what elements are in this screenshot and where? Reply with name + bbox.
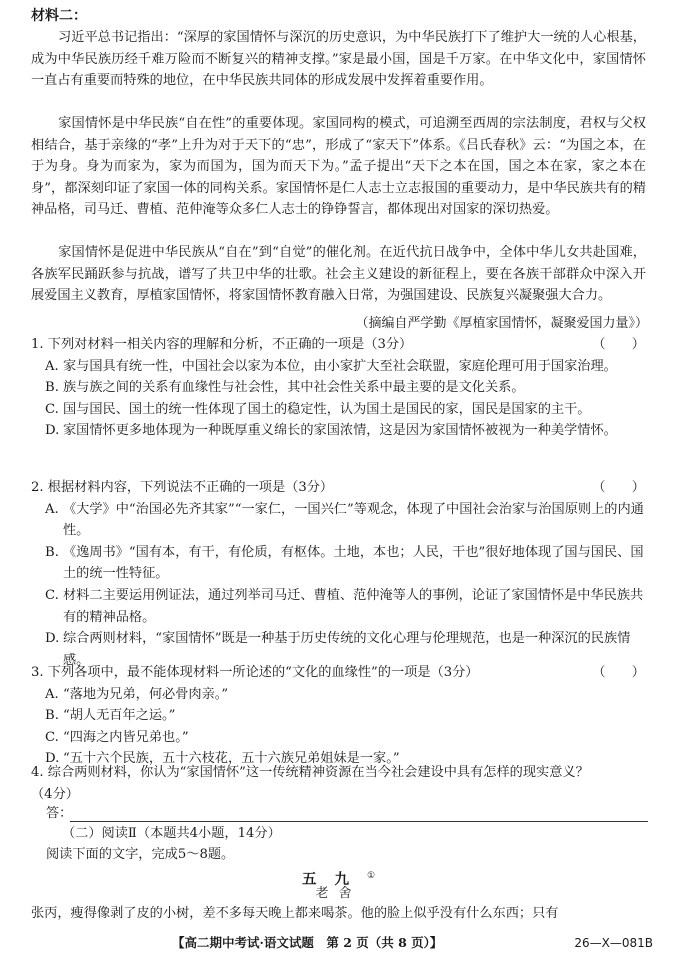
material-paragraph-3: 家国情怀是促进中华民族从“自在”到“自觉”的催化剂。在近代抗日战争中，全体中华儿女共赴国难，各族军民踊跃参与抗战，谱写了共卫中华的壮歌。社会主义建设的新征程上，要在各族干部群众中深入开展爱国主义教育，厚植家国情怀，将家国情怀教育融入日常，为强国建设、民族复兴凝聚强大合力。 [31, 245, 646, 304]
story-author: 老舍 [315, 886, 362, 901]
reading-section-header: （二）阅读Ⅱ（本题共4小题，14分） [62, 826, 281, 841]
question-2 [31, 477, 651, 671]
story-title: 五九① [301, 870, 376, 888]
reading-instruction: 阅读下面的文字，完成5～8题。 [46, 847, 235, 862]
answer-bracket: （ ） [592, 480, 645, 495]
question-4 [31, 762, 651, 805]
footnote-mark: ① [366, 871, 376, 881]
option-c: C. “四海之内皆兄弟也。” [45, 729, 189, 745]
question-3 [31, 662, 651, 770]
answer-bracket: （ ） [592, 665, 645, 680]
story-text: 张丙，瘦得像剥了皮的小树，差不多每天晚上都来喝茶。他的脸上似乎没有什么东西；只有 [31, 906, 559, 921]
material-title: 材料二： [31, 8, 87, 24]
answer-line [70, 821, 648, 822]
option-d: D. 综合两则材料，“家国情怀”既是一种基于历史传统的文化心理与伦理规范，也是一种深沉的民族情感。 [45, 631, 631, 668]
answer-area[interactable] [46, 804, 648, 824]
option-a: A. 家与国具有统一性，中国社会以家为本位，由小家扩大至社会联盟，家庭伦理可用于国家治理。 [45, 358, 617, 374]
question-stem: 1. 下列对材料一相关内容的理解和分析，不正确的一项是（3分） （ ） [31, 334, 651, 356]
question-stem: 4. 综合两则材料，你认为“家国情怀”这一传统精神资源在当今社会建设中具有怎样的现实意义？（4分） [31, 765, 589, 802]
option-a: A. “落地为兄弟，何必骨肉亲。” [45, 686, 229, 702]
answer-label: 答： [46, 806, 73, 821]
footer-page-info: 【高二期中考试·语文试题 第 2 页（共 8 页）】 [172, 935, 443, 950]
material-paragraph-2: 家国情怀是中华民族“自在性”的重要体现。家国同构的模式，可追溯至西周的宗法制度，君权与父权相结合，基于亲缘的“孝”上升为对于天下的“忠”，形成了“家天下”体系。《吕氏春秋》云：“为国之本，在于为身。身为而家为，家为而国为，国为而天下为。”孟子提出“天下之本在国，国之本在家，家之本在身”，都深刻印证了家国一体的同构关系。家国情怀是仁人志士立志报国的重要动力，是中华民族共有的精神品格，司马迁、曹植、范仲淹等众多仁人志士的铮铮誓言，都体现出对国家的深切热爱。 [31, 116, 646, 218]
option-a: A. 《大学》中“治国必先齐其家”“一家仁，一国兴仁”等观念，体现了中国社会治家与治国原则上的内通性。 [45, 501, 644, 539]
option-b: B. 《逸周书》“国有本，有干，有伦质，有枢体。土地，本也；人民，干也”很好地体现了国与国民、国土的统一性特征。 [45, 544, 644, 582]
option-c: C. 国与国民、国土的统一性体现了国土的稳定性，认为国土是国民的家，国民是国家的主干。 [45, 401, 591, 417]
material-source: （摘编自严学勤《厚植家国情怀，凝聚爱国力量》） [355, 316, 648, 331]
material-paragraph-1: 习近平总书记指出：“深厚的家国情怀与深沉的历史意识，为中华民族打下了维护大一统的人心根基，成为中华民族历经千难万险而不断复兴的精神支撑。”家是最小国，国是千万家。在中华文化中，家国情怀一直占有重要而特殊的地位，在中华民族共同体的形成发展中发挥着重要作用。 [31, 30, 646, 89]
option-d: D. “五十六个民族，五十六枝花，五十六族兄弟姐妹是一家。” [45, 751, 400, 767]
option-b: B. 族与族之间的关系有血缘性与社会性，其中社会性关系中最主要的是文化关系。 [45, 380, 525, 396]
answer-bracket: （ ） [592, 337, 645, 352]
option-b: B. “胡人无百年之运。” [45, 708, 176, 724]
question-stem: 3. 下列各项中，最不能体现材料一所论述的“文化的血缘性”的一项是（3分） （ ） [31, 662, 651, 684]
option-d: D. 家国情怀更多地体现为一种既厚重义绵长的家国浓情，这是因为家国情怀被视为一种美学情怀。 [45, 423, 617, 439]
footer-paper-code: 26—X—081B [574, 936, 653, 950]
question-stem: 2. 根据材料内容，下列说法不正确的一项是（3分） （ ） [31, 477, 651, 499]
option-c: C. 材料二主要运用例证法，通过列举司马迁、曹植、范仲淹等人的事例，论证了家国情怀是中华民族共有的精神品格。 [45, 587, 644, 625]
question-1 [31, 334, 651, 442]
